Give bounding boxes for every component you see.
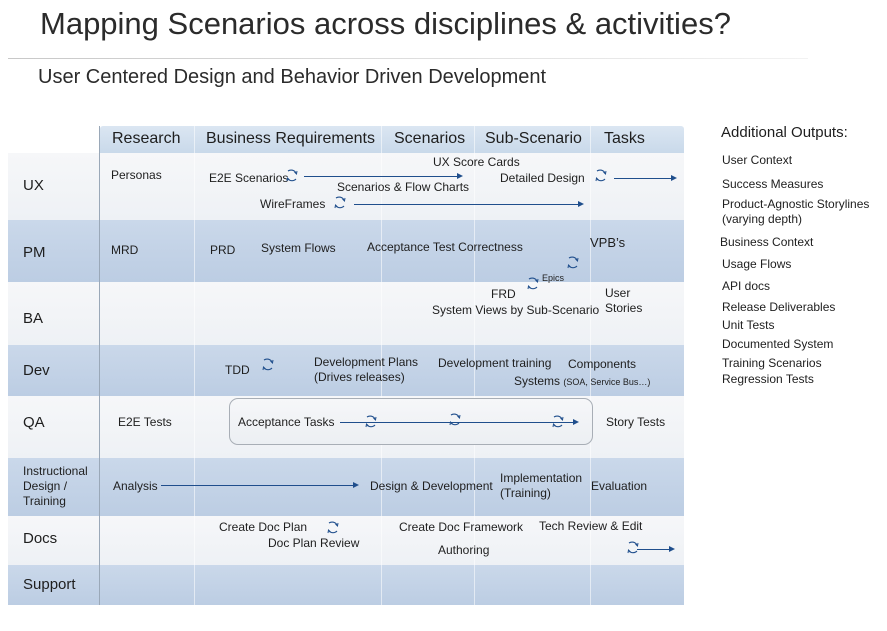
cell-development-plans: Development Plans (Drives releases)	[314, 355, 419, 384]
column-header-scenarios: Scenarios	[394, 130, 466, 147]
column-header-sub-scenario: Sub-Scenario	[485, 130, 582, 147]
cell-system-flows: System Flows	[261, 241, 336, 255]
cycle-icon	[566, 255, 580, 271]
column-header-bar	[100, 126, 684, 153]
output-item: Documented System	[722, 337, 834, 351]
arrow-right-icon	[161, 485, 357, 486]
arrow-right-icon	[304, 176, 461, 177]
cell-e2e-scenarios: E2E Scenarios	[209, 171, 289, 185]
cell-user-stories: User Stories	[605, 286, 643, 315]
cell-acceptance-test-correctness: Acceptance Test Correctness	[367, 240, 523, 254]
page-title: Mapping Scenarios across disciplines & activities?	[40, 6, 731, 41]
output-item: User Context	[722, 153, 793, 167]
cell-components: Components	[568, 357, 637, 371]
cell-scenarios-flow-charts: Scenarios & Flow Charts	[337, 180, 470, 194]
cell-epics: Epics	[542, 273, 565, 283]
cell-development-training: Development training	[438, 356, 552, 370]
column-header-tasks: Tasks	[604, 130, 645, 147]
page-subtitle: User Centered Design and Behavior Driven Development	[38, 66, 547, 88]
cell-tech-review-edit: Tech Review & Edit	[539, 519, 643, 533]
output-item: Product-Agnostic Storylines	[722, 197, 870, 211]
cell-authoring: Authoring	[438, 543, 490, 557]
cycle-icon	[326, 520, 340, 536]
cell-tdd: TDD	[225, 363, 250, 377]
cell-doc-plan-review: Doc Plan Review	[268, 536, 360, 550]
arrow-right-icon	[637, 549, 673, 550]
cell-prd: PRD	[210, 243, 236, 257]
column-divider	[194, 126, 195, 605]
row-label-docs: Docs	[23, 530, 58, 547]
output-item: Business Context	[720, 235, 814, 249]
cycle-icon	[333, 195, 347, 211]
output-item: Usage Flows	[722, 257, 792, 271]
additional-outputs-title: Additional Outputs:	[721, 124, 848, 141]
arrow-right-icon	[354, 204, 582, 205]
output-item: Unit Tests	[722, 318, 775, 332]
cell-analysis: Analysis	[113, 479, 158, 493]
output-item: Release Deliverables	[722, 300, 836, 314]
output-item: Training Scenarios	[722, 356, 822, 370]
row-label-ux: UX	[23, 177, 44, 194]
row-support	[8, 565, 684, 605]
row-label-dev: Dev	[23, 362, 50, 379]
output-item: Success Measures	[722, 177, 824, 191]
row-label-ba: BA	[23, 310, 44, 327]
cell-create-doc-plan: Create Doc Plan	[219, 520, 308, 534]
row-instructional-design	[8, 458, 684, 516]
cycle-icon	[285, 168, 299, 184]
cell-acceptance-tasks: Acceptance Tasks	[238, 415, 335, 429]
column-header-research: Research	[112, 130, 181, 147]
cell-create-doc-framework: Create Doc Framework	[399, 520, 524, 534]
output-item: API docs	[722, 279, 771, 293]
cell-mrd: MRD	[111, 243, 139, 257]
cell-evaluation: Evaluation	[591, 479, 648, 493]
cell-e2e-tests: E2E Tests	[118, 415, 172, 429]
cell-personas: Personas	[111, 168, 162, 182]
cell-detailed-design: Detailed Design	[500, 171, 585, 185]
arrow-right-icon	[614, 178, 675, 179]
cell-story-tests: Story Tests	[606, 415, 666, 429]
cell-vpbs: VPB’s	[590, 235, 626, 250]
cycle-icon	[448, 412, 462, 428]
cell-system-views: System Views by Sub-Scenario	[432, 303, 600, 317]
cycle-icon	[594, 168, 608, 184]
cell-wireframes: WireFrames	[260, 197, 326, 211]
column-divider-label	[99, 126, 100, 605]
row-pm	[8, 220, 684, 282]
row-label-qa: QA	[23, 414, 45, 431]
cell-implementation: Implementation (Training)	[500, 471, 583, 500]
row-label-pm: PM	[23, 244, 46, 261]
cycle-icon	[626, 540, 640, 556]
column-header-business-requirements: Business Requirements	[206, 130, 375, 147]
cell-systems: Systems (SOA, Service Bus…)	[514, 374, 651, 388]
output-item: (varying depth)	[722, 212, 803, 226]
row-label-support: Support	[23, 576, 76, 593]
discipline-activity-matrix	[8, 126, 684, 605]
cycle-icon	[364, 414, 378, 430]
title-divider	[8, 58, 808, 59]
cell-frd: FRD	[491, 287, 516, 301]
output-item: Regression Tests	[722, 372, 814, 386]
cell-design-development: Design & Development	[370, 479, 493, 493]
cycle-icon	[526, 276, 540, 292]
row-label-instructional-design: Instructional Design / Training	[23, 464, 88, 508]
cell-ux-score-cards: UX Score Cards	[433, 155, 520, 169]
cycle-icon	[261, 357, 275, 373]
cycle-icon	[551, 414, 565, 430]
